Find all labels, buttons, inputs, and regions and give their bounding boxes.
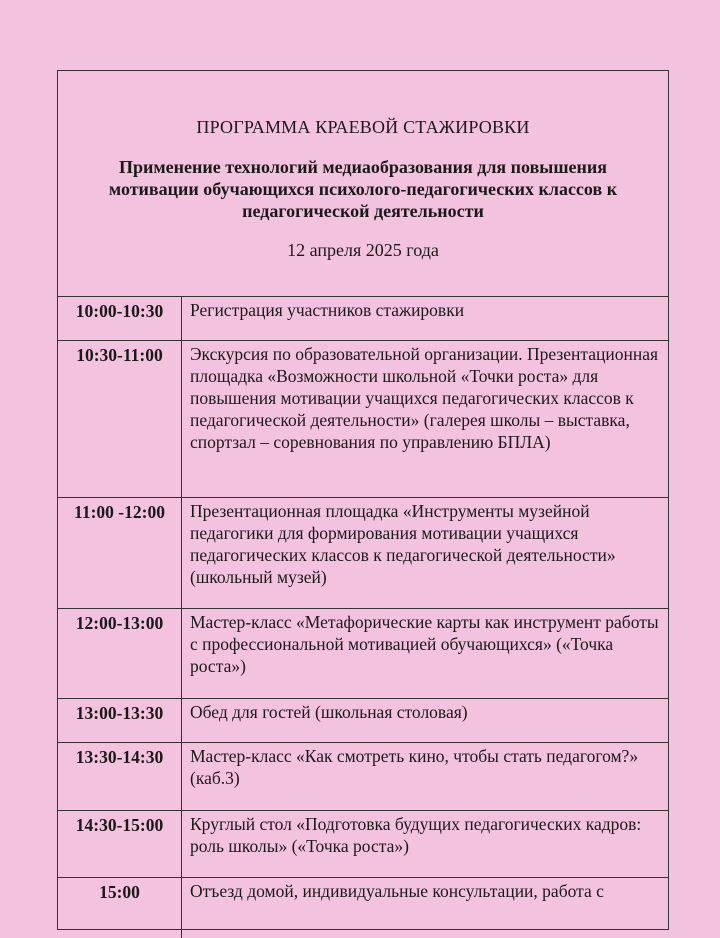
schedule-row bbox=[58, 699, 668, 743]
schedule-row bbox=[58, 341, 668, 498]
schedule-time: 13:00-13:30 bbox=[58, 699, 182, 742]
program-document bbox=[57, 70, 669, 930]
program-title: ПРОГРАММА КРАЕВОЙ СТАЖИРОВКИ bbox=[196, 117, 530, 137]
program-header bbox=[58, 71, 668, 297]
program-subtitle: Применение технологий медиаобразования для повышения мотивации обучающихся психолого-педагогических классов к педагогической деятельности bbox=[108, 157, 618, 221]
schedule-description: Круглый стол «Подготовка будущих педагогических кадров: роль школы» («Точка роста») bbox=[190, 814, 642, 856]
schedule-description: Отъезд домой, индивидуальные консультации, работа с bbox=[190, 881, 604, 901]
schedule-description: Мастер-класс «Как смотреть кино, чтобы стать педагогом?» (каб.3) bbox=[190, 746, 639, 788]
schedule-description: Презентационная площадка «Инструменты музейной педагогики для формирования мотивации учащихся педагогических классов к педагогической деятельности» (школьный музей) bbox=[190, 501, 616, 587]
schedule-description: Обед для гостей (школьная столовая) bbox=[190, 702, 468, 722]
schedule-time: 15:00 bbox=[58, 878, 182, 938]
schedule-row bbox=[58, 878, 668, 938]
schedule-description: Мастер-класс «Метафорические карты как инструмент работы с профессиональной мотивацией обучающихся» («Точка роста») bbox=[190, 612, 659, 676]
schedule-time: 14:30-15:00 bbox=[58, 811, 182, 877]
schedule-row bbox=[58, 811, 668, 878]
schedule-time: 11:00 -12:00 bbox=[58, 498, 182, 608]
schedule-time: 12:00-13:00 bbox=[58, 609, 182, 698]
program-date: 12 апреля 2025 года bbox=[287, 240, 439, 260]
schedule-time: 10:00-10:30 bbox=[58, 297, 182, 340]
schedule-time: 13:30-14:30 bbox=[58, 743, 182, 810]
schedule-row bbox=[58, 743, 668, 811]
schedule-description: Регистрация участников стажировки bbox=[190, 300, 465, 320]
schedule-row bbox=[58, 498, 668, 609]
schedule-row bbox=[58, 297, 668, 341]
schedule-description: Экскурсия по образовательной организации. Презентационная площадка «Возможности школьной «Точки роста» для повышения мотивации учащихся педагогических классов к педагогической деятельности» (галерея школы – выставка, спортзал – соревнования по управлению БПЛА) bbox=[190, 344, 659, 452]
schedule-time: 10:30-11:00 bbox=[58, 341, 182, 497]
schedule-row bbox=[58, 609, 668, 699]
